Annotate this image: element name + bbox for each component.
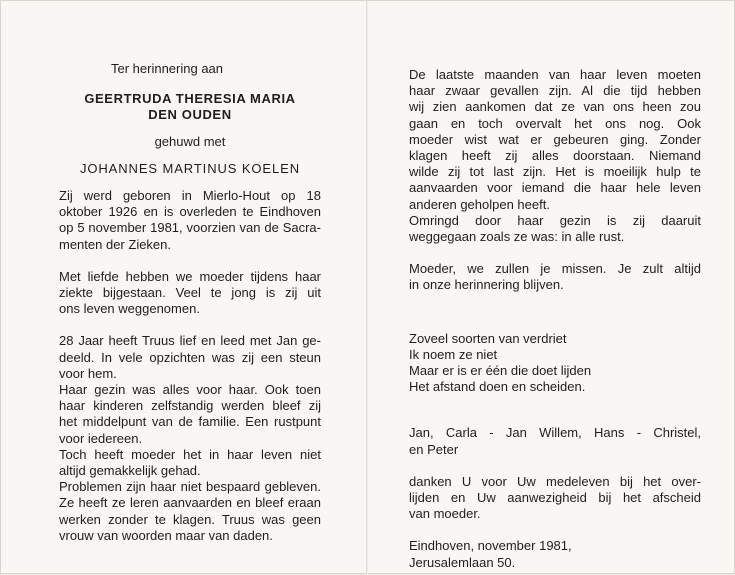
text-line: 28 Jaar heeft Truus lief en leed met Jan ge- bbox=[59, 333, 321, 349]
deceased-name-line2: DEN OUDEN bbox=[148, 107, 232, 123]
intro-text: Ter herinnering aan bbox=[111, 61, 224, 76]
text-line: haar kinderen zelfstandig werden bleef zij bbox=[59, 398, 321, 414]
paragraph-birth-death bbox=[59, 188, 321, 253]
paragraph-life bbox=[59, 333, 321, 544]
text-line: menten der Zieken. bbox=[59, 236, 172, 252]
text-line: werken zonder te klagen. Truus was geen bbox=[59, 511, 321, 527]
poem-line: Het afstand doen en scheiden. bbox=[409, 379, 586, 395]
poem bbox=[409, 331, 701, 396]
family-names bbox=[409, 425, 701, 457]
text-line: voor iedereen. bbox=[59, 430, 143, 446]
poem-line: Maar er is er één die doet lijden bbox=[409, 363, 592, 379]
text-line: voor hem. bbox=[59, 365, 117, 381]
place-date: Eindhoven, november 1981, bbox=[409, 538, 572, 554]
text-line: Haar gezin was alles voor haar. Ook toen bbox=[59, 382, 321, 398]
paragraph-illness bbox=[59, 269, 321, 318]
text-line: ons leven weggenomen. bbox=[59, 301, 200, 317]
paragraph-thanks bbox=[409, 474, 701, 523]
text-line: Jan, Carla - Jan Willem, Hans - Christel, bbox=[409, 425, 701, 441]
address: Jerusalemlaan 50. bbox=[409, 554, 516, 570]
text-line: ziekte bijgestaan. Veel te jong is zij uit bbox=[59, 285, 321, 301]
poem-line: Zoveel soorten van verdriet bbox=[409, 330, 567, 346]
deceased-name-line1: GEERTRUDA THERESIA MARIA bbox=[84, 91, 296, 107]
text-line: en Peter bbox=[409, 441, 459, 457]
text-line: haar zwaar gevallen zijn. Al die tijd hebben bbox=[409, 83, 701, 99]
text-line: aanvaarden voor iemand die haar hele leven bbox=[409, 180, 701, 196]
text-line: anderen geholpen heeft. bbox=[409, 196, 550, 212]
text-line: moeder wist wat er gebeuren ging. Zonder bbox=[409, 131, 701, 147]
text-line: altijd gemakkelijk gehad. bbox=[59, 463, 201, 479]
text-line: van moeder. bbox=[409, 506, 481, 522]
text-line: gaan en toch overvalt het ons nog. Ook bbox=[409, 115, 701, 131]
signature-block bbox=[409, 538, 701, 570]
paragraph-last-months bbox=[409, 67, 701, 245]
text-line: wij zien aankomen dat ze van ons heen zou bbox=[409, 99, 701, 115]
card-fold bbox=[366, 1, 368, 575]
married-label: gehuwd met bbox=[154, 133, 226, 149]
text-line: Omringd door haar gezin is zij daaruit bbox=[409, 212, 701, 228]
text-line: klagen heeft zij alles doorstaan. Niemand bbox=[409, 148, 701, 164]
poem-line: Ik noem ze niet bbox=[409, 346, 498, 362]
text-line: oktober 1926 en is overleden te Eindhoven bbox=[59, 204, 321, 220]
text-line: Zij werd geboren in Mierlo-Hout op 18 bbox=[59, 188, 321, 204]
spouse-name: JOHANNES MARTINUS KOELEN bbox=[79, 160, 300, 176]
text-line: Toch heeft moeder het in haar leven niet bbox=[59, 446, 321, 462]
right-page bbox=[409, 67, 701, 571]
text-line: lijden en Uw aanwezigheid bij het afscheid bbox=[409, 490, 701, 506]
text-line: Ze heeft ze leren aanvaarden en bleef eraan bbox=[59, 495, 321, 511]
text-line: danken U voor Uw medeleven bij het over- bbox=[409, 473, 701, 489]
text-line: Met liefde hebben we moeder tijdens haar bbox=[59, 268, 321, 284]
text-line: op 5 november 1981, voorzien van de Sacra- bbox=[59, 220, 321, 236]
text-line: Problemen zijn haar niet bespaard gebleven. bbox=[59, 479, 321, 495]
text-line: het middelpunt van de familie. Een rustpunt bbox=[59, 414, 321, 430]
text-line: weggegaan zoals ze was: in alle rust. bbox=[409, 229, 625, 245]
text-line: deeld. In vele opzichten was zij een steun bbox=[59, 349, 321, 365]
text-line: in onze herinnering blijven. bbox=[409, 277, 564, 293]
text-line: wilde zij tot last zijn. Het is moeilijk hulp te bbox=[409, 164, 701, 180]
paragraph-missing bbox=[409, 261, 701, 293]
text-line: De laatste maanden van haar leven moeten bbox=[409, 67, 701, 82]
text-line: Moeder, we zullen je missen. Je zult altijd bbox=[409, 261, 701, 277]
left-page bbox=[59, 61, 321, 544]
text-line: vrouw van woorden maar van daden. bbox=[59, 527, 273, 543]
